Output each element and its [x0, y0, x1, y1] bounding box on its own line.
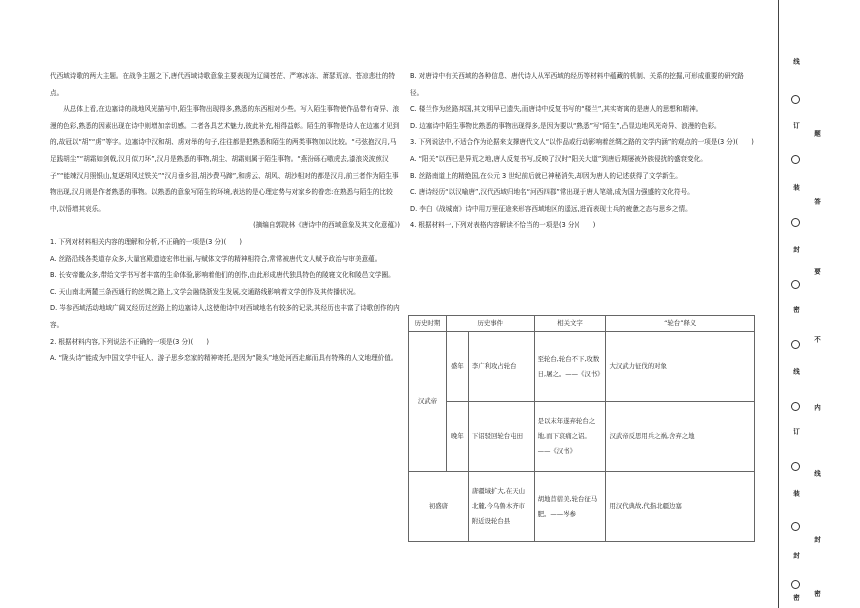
header-event: 历史事件 — [446, 316, 534, 332]
table-row — [409, 472, 755, 542]
question-2-stem: 2. 根据材料内容,下列说法不正确的一项是(3 分)( ) — [50, 337, 209, 346]
binding-char: 线 — [792, 58, 800, 65]
cell-text: 是以末年遂弃轮台之地,而下哀痛之诏。——《汉书》 — [534, 402, 606, 472]
question-1-option-c: C. 天山南北两麓三条西通行的丝绸之路上,文学会融绕浙发生发展,交通路线影响着文学创作及其传播状况。 — [50, 287, 360, 296]
cell-sub-period: 晚年 — [446, 402, 468, 472]
header-period: 历史时期 — [409, 316, 447, 332]
header-text: 相关文字 — [534, 316, 606, 332]
binding-char: 订 — [792, 122, 800, 129]
binding-circle — [791, 462, 800, 471]
question-1-option-b: B. 长安帝畿众多,带给文学书写者丰富的生命体验,影响着他们的创作,由此形成唐代独具特色的陵寝文化和陵邑文学圈。 — [50, 271, 395, 280]
binding-circle — [791, 218, 800, 227]
binding-circle — [791, 580, 800, 589]
cell-meaning: 大汉武力征伐的对象 — [606, 332, 755, 402]
binding-char: 封 — [792, 246, 800, 253]
header-meaning: “轮台”释义 — [606, 316, 755, 332]
question-2-option-a: A. “陇头诗”能成为中国文学中征人、游子思乡恋家的精神寄托,是因为“陇头”地处河西走廊而具有特殊的人文地理价值。 — [50, 354, 398, 363]
question-3-option-c: C. 唐诗经历“以汉喻唐”,汉代西域归地名“河西四郡”常出现于唐人笔端,成为国力强盛的文化符号。 — [410, 188, 694, 197]
cell-meaning: 用汉代典故,代指北疆边塞 — [606, 472, 755, 542]
binding-char: 装 — [792, 184, 800, 191]
table-header-row — [409, 316, 755, 332]
question-3-option-a: A. “阳关”以西已是异荒之地,唐人反复书写,反映了汉时“阳关大道”到唐后期屡被外族侵扰的盛衰变化。 — [410, 154, 707, 163]
question-1-option-a: A. 丝路沿线各类道存众多,大量宫殿遗迹宏伟壮丽,与赋体文学的精神相符合,常常被唐代文人赋予政治与审美意蕴。 — [50, 254, 382, 263]
left-column — [50, 68, 400, 367]
binding-circle — [791, 340, 800, 349]
cell-text: 至轮台,轮台不下,攻数日,屠之。——《汉书》 — [534, 332, 606, 402]
binding-inner-char: 内 — [813, 404, 821, 411]
binding-circle — [791, 95, 800, 104]
cell-text: 胡地苜蓿美,轮台征马肥。——岑参 — [534, 472, 606, 542]
material-paragraph-1: 代西域诗歌的两大主题。在战争主题之下,唐代西域诗歌意象主要表现为辽阔苍茫、严寒冰冻、萧瑟荒凉、苍凉悲壮的特点。 — [50, 72, 395, 97]
cell-period: 初盛唐 — [409, 472, 469, 542]
binding-cut-line — [778, 0, 779, 608]
cell-sub-period: 盛年 — [446, 332, 468, 402]
cell-event: 唐疆域扩大,在天山北麓,今乌鲁木齐市附近设轮台县 — [468, 472, 534, 542]
binding-circle — [791, 155, 800, 164]
question-4-stem: 4. 根据材料一,下列对表格内容解读不恰当的一项是(3 分)( ) — [410, 221, 596, 230]
binding-inner-char: 答 — [813, 198, 821, 205]
question-3-option-b: B. 丝路南道上的精绝国,在公元 3 世纪前后就已神秘消失,却因为唐人的记述获得了文学新生。 — [410, 171, 682, 180]
question-2-option-d: D. 边塞诗中陌生事物比熟悉的事物出现得多,是因为要以“熟悉”写“陌生”,凸显边地风光奇异、浪漫的色彩。 — [410, 121, 721, 130]
question-3-option-d: D. 李白《战城南》诗中用万里征途来形容西域地区的遥远,进而表现士兵的疲惫之态与思乡之情。 — [410, 204, 692, 213]
table-row — [409, 402, 755, 472]
binding-inner-char: 线 — [813, 470, 821, 477]
binding-char: 订 — [792, 428, 800, 435]
binding-char: 线 — [792, 368, 800, 375]
cell-event: 李广利攻占轮台 — [468, 332, 534, 402]
question-1-option-d: D. 岑参西域活动地域广阔又经历过丝路上的边塞诗人,这使他诗中对西域地名有较多的记录,其经历也丰富了诗歌创作的内容。 — [50, 304, 400, 329]
binding-circle — [791, 402, 800, 411]
binding-margin — [786, 0, 860, 608]
question-2-option-c: C. 楼兰作为丝路邦国,其文明早已遗失,而唐诗中反复书写的“楼兰”,其实寄寓的是唐人的思想和精神。 — [410, 105, 703, 114]
binding-char: 装 — [792, 490, 800, 497]
cell-event: 下诏驳回轮台屯田 — [468, 402, 534, 472]
history-table — [408, 315, 755, 542]
question-3-stem: 3. 下列说法中,不适合作为论据来支撑唐代文人“以作品或行动影响着丝绸之路的文学内涵”的观点的一项是(3 分)( ) — [410, 138, 754, 147]
table-row — [409, 332, 755, 402]
material-paragraph-2: 从总体上看,在边塞诗的战地风光描写中,陌生事物出现得多,熟悉的东西相对少些。写入陌生事物使作品带有奇异、浪漫的色彩,熟悉的因素出现在诗中则增加亲切感。二者各具艺术魅力,彼此补充,相得益彰。陌生的事物是诗人在边塞才见到的,故冠以“胡”“虏”等字。边塞诗中汉和胡、虏对举的句子,往往都是把熟悉和陌生的两类事物加以比较。“弓弦抱汉月,马足践胡尘”“胡霜如剑戟,汉月似刀环”,汉月是熟悉的事物,胡尘、胡霜则属于陌生事物。“燕汾砾石嗷虎去,漆浪炎波煎汉子”“能竦汉月照银山,复逐胡风过铁关”“汉月垂乡泪,胡沙费马蹄”,和虏云、胡风、胡沙相对的都是汉月,前三者作为陌生事物出现,汉月则是作者熟悉的事物。以熟悉的意象写陌生的环境,表达的是心理定势与对家乡的眷恋:在熟悉与陌生的比较中,以悟增其哀乐。 — [50, 105, 400, 213]
binding-char: 密 — [792, 594, 800, 601]
binding-inner-char: 密 — [813, 590, 821, 597]
cell-meaning: 汉武帝反思用兵之祸,舍弃之地 — [606, 402, 755, 472]
binding-inner-char: 要 — [813, 268, 821, 275]
material-source: (摘编自郭院林《唐诗中的西域意象及其文化意蕴》) — [253, 221, 400, 230]
binding-char: 封 — [792, 552, 800, 559]
right-column — [410, 68, 755, 234]
binding-inner-char: 封 — [813, 536, 821, 543]
binding-circle — [791, 522, 800, 531]
binding-circle — [791, 280, 800, 289]
binding-char: 密 — [792, 306, 800, 313]
cell-period: 汉武帝 — [409, 332, 447, 472]
question-2-option-b: B. 对唐诗中有关西域的各种信息、唐代诗人从军西域的经历等材料中蕴藏的机制、关系的挖掘,可形成重要的研究路径。 — [410, 72, 744, 97]
binding-inner-char: 题 — [813, 130, 821, 137]
question-1-stem: 1. 下列对材料相关内容的理解和分析,不正确的一项是(3 分)( ) — [50, 237, 242, 246]
binding-inner-char: 不 — [813, 336, 821, 343]
